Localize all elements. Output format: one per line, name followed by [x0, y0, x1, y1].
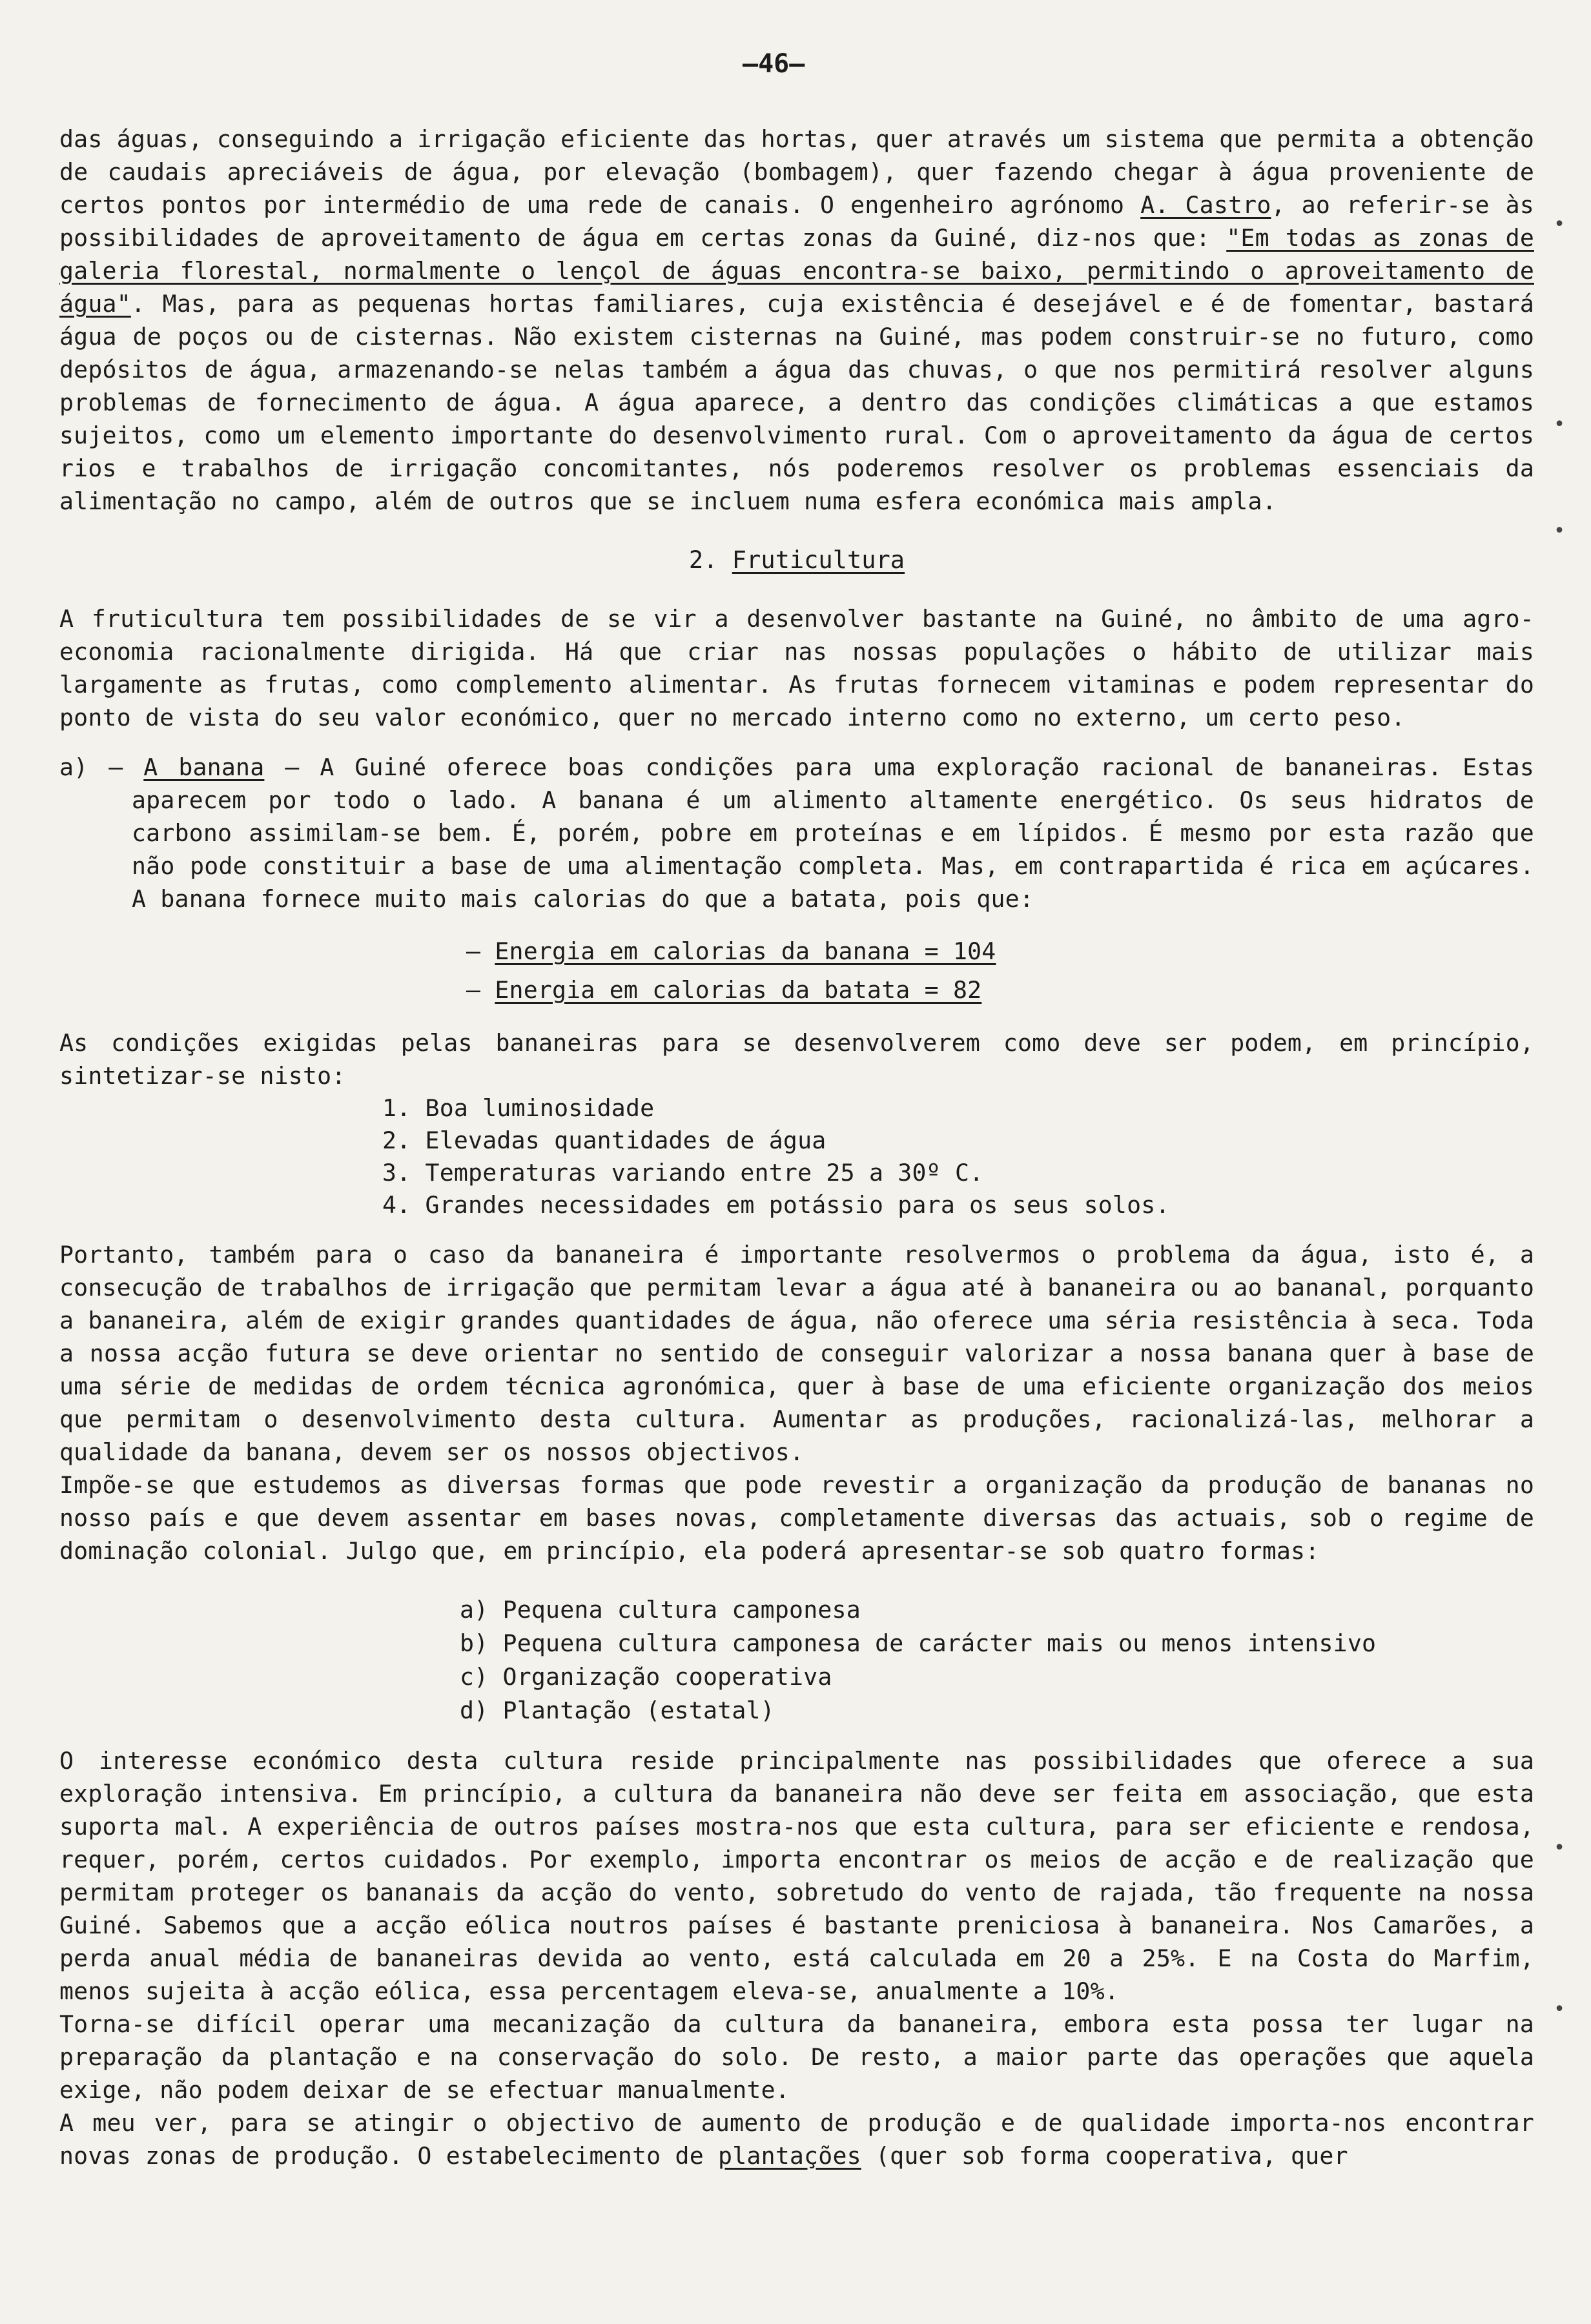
author-name: A. Castro [1140, 191, 1271, 219]
dash: – [466, 937, 495, 965]
underlined-term: plantações [718, 2142, 861, 2170]
document-body [59, 123, 1534, 2172]
section-title: Fruticultura [732, 546, 905, 574]
page-number: —46— [743, 49, 805, 79]
margin-mark: • [1553, 1837, 1565, 1859]
item-term: A banana [143, 753, 265, 781]
margin-mark: • [1553, 213, 1565, 236]
form-item: b) Pequena cultura camponesa de carácter mais ou menos intensivo [460, 1629, 1377, 1657]
margin-mark: • [1553, 520, 1565, 542]
text-span: . Mas, para as pequenas hortas familiares, cuja existência é desejável e é de fomentar, bastará água de poços ou de cisternas. Não existem cisternas na Guiné, mas podem construir-se no futuro, como depósitos de água, armazenando-se nelas também a água das chuvas, o que nos permitirá resolver alguns problemas de fornecimento de água. A água aparece, a dentro das condições climáticas a que estamos sujeitos, como um elemento importante do desenvolvimento rural. Com o aproveitamento da água de certos rios e trabalhos de irrigação concomitantes, nós poderemos resolver os problemas essenciais da alimentação no campo, além de outros que se incluem numa esfera económica mais ampla. [59, 290, 1534, 515]
condition-item: 1. Boa luminosidade [382, 1094, 655, 1122]
text-span: – A Guiné oferece boas condições para uma exploração racional de bananeiras. Estas aparecem por todo o lado. A banana é um alimento altamente energético. Os seus hidratos de carbono assimilam-se bem. É, porém, pobre em proteínas e em lípidos. É mesmo por esta razão que não pode constituir a base de uma alimentação completa. Mas, em contrapartida é rica em açúcares. A banana fornece muito mais calorias do que a batata, pois que: [132, 753, 1534, 913]
section-number: 2. [688, 546, 718, 574]
energy-line [59, 932, 1534, 971]
text-span: , ao referir-se às possibilidades de aproveitamento de água em certas zonas da Guiné, diz-nos que: [59, 191, 1534, 252]
condition-item: 4. Grandes necessidades em potássio para os seus solos. [382, 1191, 1170, 1219]
margin-mark: • [1553, 413, 1565, 436]
energy-banana: Energia em calorias da banana = 104 [495, 937, 996, 965]
text-span: (quer sob forma cooperativa, quer [861, 2142, 1348, 2170]
text-span: das águas, conseguindo a irrigação eficiente das hortas, quer através um sistema que permita a obtenção de caudais apreciáveis de água, por elevação (bombagem), quer fazendo chegar à água proveniente de certos pontos por intermédio de uma rede de canais. O engenheiro agrónomo [59, 125, 1535, 219]
paragraph-production [59, 2106, 1534, 2172]
dash: – [466, 976, 495, 1004]
margin-mark: • [1553, 1998, 1565, 2021]
energy-potato: Energia em calorias da batata = 82 [495, 976, 982, 1004]
quotation: "Em todas as zonas de galeria florestal, normalmente o lençol de águas encontra-se baixo, permitindo o aproveitamento de água" [59, 224, 1534, 318]
paragraph-forms-intro: Impõe-se que estudemos as diversas formas que pode revestir a organização da produção de bananas no nosso país e que devem assentar em bases novas, completamente diversas das actuais, sob o regime de dominação colonial. Julgo que, em princípio, ela poderá apresentar-se sob quatro formas: [59, 1471, 1534, 1565]
paragraph-mechanization: Torna-se difícil operar uma mecanização da cultura da bananeira, embora esta possa ter lugar na preparação da plantação e na conservação do solo. De resto, a maior parte das operações que aquela exige, não podem deixar de se efectuar manualmente. [59, 2010, 1534, 2104]
form-item: c) Organização cooperativa [460, 1663, 832, 1691]
item-marker: a) – [59, 753, 123, 781]
paragraph-conditions-intro: As condições exigidas pelas bananeiras para se desenvolverem como deve ser podem, em princípio, sintetizar-se nisto: [59, 1029, 1534, 1090]
form-item: a) Pequena cultura camponesa [460, 1596, 861, 1624]
paragraph-interest: O interesse económico desta cultura reside principalmente nas possibilidades que oferece a sua exploração intensiva. Em princípio, a cultura da bananeira não deve ser feita em associação, que esta suporta mal. A experiência de outros países mostra-nos que esta cultura, para ser eficiente e rendosa, requer, porém, certos cuidados. Por exemplo, importa encontrar os meios de acção e de realização que permitam proteger os bananais da acção do vento, sobretudo do vento de rajada, tão frequente na nossa Guiné. Sabemos que a acção eólica noutros países é bastante preniciosa à bananeira. Nos Camarões, a perda anual média de bananeiras devida ao vento, está calculada em 20 a 25%. E na Costa do Marfim, menos sujeita à acção eólica, essa percentagem eleva-se, anualmente a 10%. [59, 1747, 1534, 2005]
paragraph-irrigation [59, 123, 1534, 518]
paragraph-fruticulture-intro: A fruticultura tem possibilidades de se vir a desenvolver bastante na Guiné, no âmbito de uma agro-economia racionalmente dirigida. Há que criar nas nossas populações o hábito de utilizar mais largamente as frutas, como complemento alimentar. As frutas fornecem vitaminas e podem representar do ponto de vista do seu valor económico, quer no mercado interno como no externo, um certo peso. [59, 605, 1534, 731]
paragraph-banana [59, 751, 1534, 915]
form-item: d) Plantação (estatal) [460, 1697, 775, 1724]
text-span: A meu ver, para se atingir o objectivo de aumento de produção e de qualidade importa-nos encontrar novas zonas de produção. O estabelecimento de [59, 2109, 1534, 2170]
condition-item: 3. Temperaturas variando entre 25 a 30º C. [382, 1159, 984, 1187]
section-heading [59, 544, 1534, 576]
paragraph-water: Portanto, também para o caso da bananeira é importante resolvermos o problema da água, isto é, a consecução de trabalhos de irrigação que permitam levar a água até à bananeira ou ao bananal, porquanto a bananeira, além de exigir grandes quantidades de água, não oferece uma séria resistência à seca. Toda a nossa acção futura se deve orientar no sentido de conseguir valorizar a nossa banana quer à base de uma série de medidas de ordem técnica agronómica, quer à base de uma eficiente organização dos meios que permitam o desenvolvimento desta cultura. Aumentar as produções, racionalizá-las, melhorar a qualidade da banana, devem ser os nossos objectivos. [59, 1241, 1535, 1466]
condition-item: 2. Elevadas quantidades de água [382, 1126, 826, 1154]
energy-line [59, 971, 1534, 1010]
